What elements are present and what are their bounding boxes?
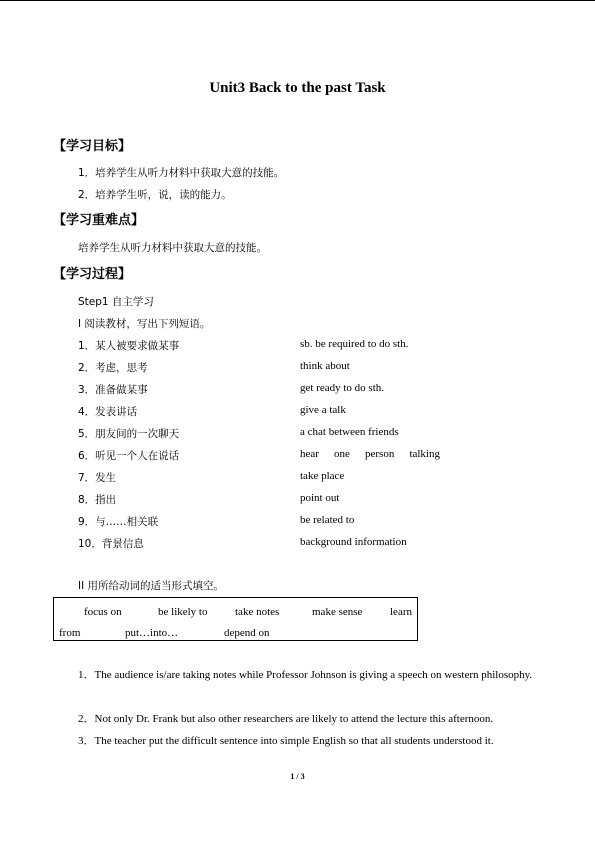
process-heading: 【学习过程】 xyxy=(53,267,132,282)
word-box-item: be likely to xyxy=(158,606,208,618)
objective-item: 2．培养学生听，说，读的能力。 xyxy=(78,189,232,201)
vocab-en: give a talk xyxy=(300,404,346,416)
vocab-en: think about xyxy=(300,360,350,372)
vocab-en: be related to xyxy=(300,514,355,526)
page-title: Unit3 Back to the past Task xyxy=(209,80,386,96)
sentence-1: 1．The audience is/are taking notes while Professor Johnson is giving a speech on western philosophy. xyxy=(78,669,533,681)
word-box xyxy=(53,597,418,641)
key-points-heading: 【学习重难点】 xyxy=(53,213,145,228)
word-box-item: focus on xyxy=(84,606,122,618)
word-box-item: take notes xyxy=(235,606,280,618)
key-points-text: 培养学生从听力材料中获取大意的技能。 xyxy=(78,242,267,254)
vocab-en: get ready to do sth. xyxy=(300,382,385,394)
vocab-en-spread: hear one person talking xyxy=(300,448,440,460)
vocab-cn: 7．发生 xyxy=(78,472,117,484)
vocab-en: a chat between friends xyxy=(300,426,399,438)
sentence-2: 2．Not only Dr. Frank but also other researchers are likely to attend the lecture this afternoon. xyxy=(78,713,494,725)
step-label: Step1 自主学习 xyxy=(78,296,154,308)
vocab-en: background information xyxy=(300,536,407,548)
part1-instruction: I 阅读教材，写出下列短语。 xyxy=(78,318,211,330)
vocab-cn: 10．背景信息 xyxy=(78,538,144,550)
word-box-item: depend on xyxy=(224,627,270,639)
vocab-cn: 1．某人被要求做某事 xyxy=(78,340,180,352)
vocab-cn: 6．听见一个人在说话 xyxy=(78,450,180,462)
word-box-item: learn xyxy=(390,606,412,618)
word-box-item: make sense xyxy=(312,606,363,618)
vocab-cn: 3．准备做某事 xyxy=(78,384,148,396)
part2-instruction: II 用所给动词的适当形式填空。 xyxy=(78,580,225,592)
objectives-heading: 【学习目标】 xyxy=(53,139,132,154)
vocab-cn: 4．发表讲话 xyxy=(78,406,138,418)
word-box-item: put…into… xyxy=(125,627,179,639)
vocab-en: sb. be required to do sth. xyxy=(300,338,409,350)
vocab-cn: 5．朋友间的一次聊天 xyxy=(78,428,180,440)
vocab-en: take place xyxy=(300,470,345,482)
word-box-item: from xyxy=(59,627,81,639)
objective-item: 1．培养学生从听力材料中获取大意的技能。 xyxy=(78,167,285,179)
vocab-en: point out xyxy=(300,492,340,504)
vocab-cn: 2．考虑，思考 xyxy=(78,362,148,374)
sentence-3: 3．The teacher put the difficult sentence into simple English so that all students understood it. xyxy=(78,735,494,747)
header-rule xyxy=(0,0,595,1)
page-number: 1 / 3 xyxy=(290,772,305,781)
vocab-cn: 9．与……相关联 xyxy=(78,516,159,528)
vocab-cn: 8．指出 xyxy=(78,494,117,506)
vocab-en xyxy=(300,448,440,460)
